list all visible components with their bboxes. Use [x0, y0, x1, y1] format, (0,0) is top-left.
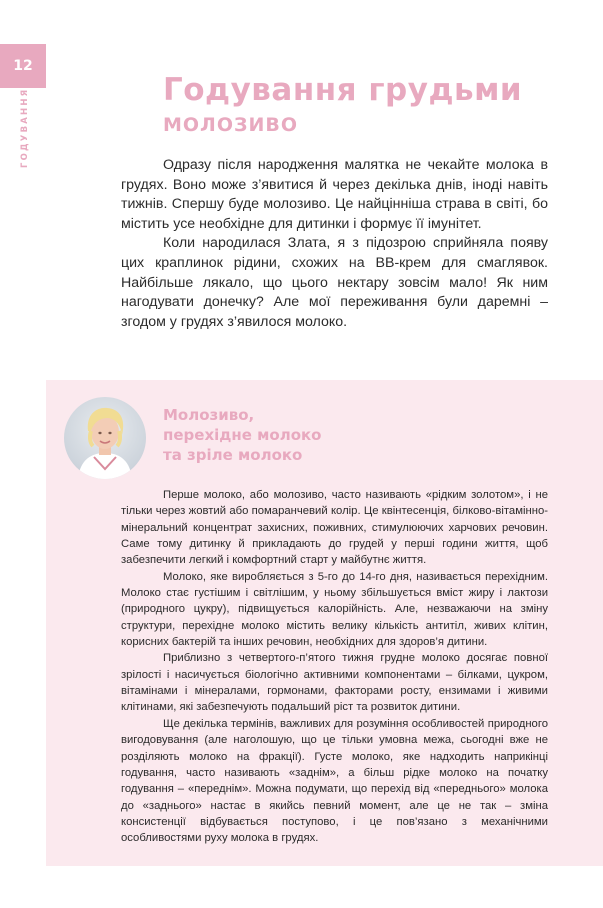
- section-subtitle: МОЛОЗИВО: [163, 114, 299, 136]
- page-number: 12: [0, 44, 46, 88]
- intro-paragraph-1: Одразу після народження малятка не чекайте молока в грудях. Воно може з’явитися й через декілька днів, іноді навіть тижнів. Спершу буде молозиво. Це найцінніша страва в світі, бо містить усе необхідне для дитинки і формує її імунітет.: [121, 157, 548, 232]
- sidebar-text: [121, 487, 548, 847]
- sidebar-title-line-2: перехідне молоко: [163, 426, 322, 444]
- sidebar-paragraph-3: Приблизно з четвертого-п’ятого тижня грудне молоко досягає повної зрілості і насичується біологічно активними компонентами – білками, цукром, вітамінами і мінералами, гормонами, факторами росту, ензимами і живими клітинами, які забезпечують подальший ріст та розвиток дитини.: [121, 652, 548, 714]
- intro-paragraph-2: Коли народилася Злата, я з підозрою сприйняла появу цих краплинок рідини, схожих на ВВ-крем для смаглявок. Найбільше лякало, що цього нектару зовсім мало! Як ним нагодувати донечку? Але мої переживання були даремні – згодом у грудях з’явилося молоко.: [121, 235, 548, 330]
- sidebar-title: [163, 405, 423, 465]
- author-avatar: [64, 397, 146, 479]
- running-head: ГОДУВАННЯ: [20, 87, 30, 168]
- sidebar-paragraph-2: Молоко, яке виробляється з 5-го до 14-го дня, називається перехідним. Молоко стає густішим і світлішим, у ньому збільшується вміст жиру і лактози (природного цукру), підвищується калорійність. Але, незважаючи на зміну структури, перехідне молоко містить велику кількість антитіл, живих клітин, корисних бактерій та інших речовин, необхідних для здоров’я дитини.: [121, 570, 548, 649]
- sidebar-title-line-1: Молозиво,: [163, 406, 255, 424]
- page-title: Годування грудьми: [163, 72, 523, 108]
- sidebar-title-line-3: та зріле молоко: [163, 446, 303, 464]
- sidebar-paragraph-1: Перше молоко, або молозиво, часто називають «рідким золотом», і не тільки через жовтий або помаранчевий колір. Це квінтесенція, білково-вітамінно-мінеральний концентрат захисних, поживних, стимулюючих харчових речовин. Саме тому дитинку й прикладають до грудей у перші години життя, щоб забезпечити легкий і комфортний старт у майбутнє життя.: [121, 489, 548, 567]
- intro-text: [121, 156, 548, 332]
- author-portrait-icon: [64, 397, 146, 479]
- sidebar-paragraph-4: Ще декілька термінів, важливих для розуміння особливостей природного вигодовування (але наголошую, що це тільки умовна межа, сьогодні вже не розділяють молоко на фракції). Густе молоко, яке надходить наприкінці годування, часто називають «заднім», а більш рідке молоко на початку годування – «переднім». Можна подумати, що перехід від «переднього» молока до «заднього» настає в якийсь певний момент, але це не так – зміна консистенції відбувається поступово, і це пов’язано з механічними особливостями руху молока в грудях.: [121, 717, 548, 845]
